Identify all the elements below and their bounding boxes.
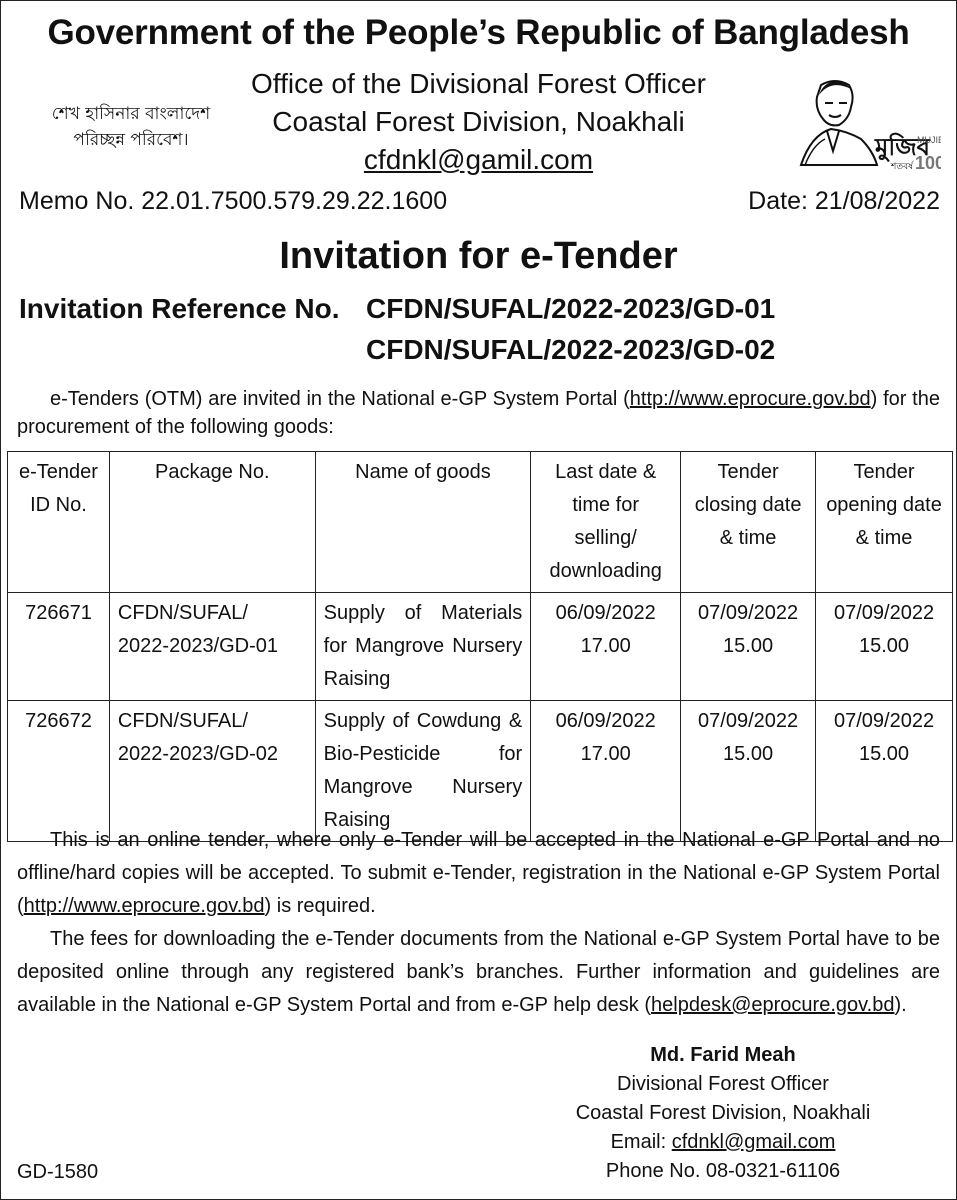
signatory-name: Md. Farid Meah [650,1044,796,1066]
goods-name: Supply of Materials for Mangrove Nursery Raising [315,593,531,701]
online-tender-paragraph: This is an online tender, where only e-Tender will be accepted in the National e-GP Portal and no offline/hard copies will be accepted. To submit e-Tender, registration in the National e-GP System Portal (http://www.eprocure.gov.bd) is required. [17,829,940,917]
division-name: Coastal Forest Division, Noakhali [272,106,685,137]
portrait-icon [791,73,941,173]
table-header-row [8,452,953,593]
signatory-designation: Divisional Forest Officer [617,1073,829,1095]
table-row [8,701,953,842]
goods-name: Supply of Cowdung & Bio-Pesticide for Mangrove Nursery Raising [315,701,531,842]
helpdesk-email-link[interactable]: helpdesk@eprocure.gov.bd [651,994,895,1016]
office-name: Office of the Divisional Forest Officer [251,68,706,99]
gd-code: GD-1580 [17,1161,99,1183]
reference-label: Invitation Reference No. [19,293,340,324]
eprocure-link[interactable]: http://www.eprocure.gov.bd [23,895,265,917]
opening-date: 07/09/2022 15.00 [816,701,953,842]
header-closing-date: Tender closing date & time [681,452,816,593]
signatory-office: Coastal Forest Division, Noakhali [575,1102,871,1124]
mujib-100-logo [791,73,941,173]
header-opening-date: Tender opening date & time [816,452,953,593]
table-row [8,593,953,701]
header-goods-name: Name of goods [315,452,531,593]
selling-date: 06/09/2022 17.00 [531,593,681,701]
slogan-line-1: শেখ হাসিনার বাংলাদেশ [51,104,211,124]
header-selling-date: Last date & time for selling/ downloading [531,452,681,593]
office-email: cfdnkl@gamil.com [363,144,594,175]
intro-paragraph: e-Tenders (OTM) are invited in the National e-GP System Portal (http://www.eprocure.gov.bd) for the procurement of the following goods: [17,388,940,438]
selling-date: 06/09/2022 17.00 [531,701,681,842]
logo-number: 100 [915,153,941,173]
signature-block [558,1041,888,1186]
signatory-email-link[interactable]: cfdnkl@gmail.com [671,1131,836,1153]
header-tender-id: e-Tender ID No. [8,452,110,593]
tender-table [7,451,953,842]
reference-number-1: CFDN/SUFAL/2022-2023/GD-01 [366,293,776,324]
government-title: Government of the People’s Republic of Bangladesh [47,13,910,52]
memo-number: Memo No. 22.01.7500.579.29.22.1600 [19,187,448,215]
eprocure-link[interactable]: http://www.eprocure.gov.bd [629,388,871,410]
signatory-phone: Phone No. 08-0321-61106 [605,1160,841,1182]
notice-title: Invitation for e-Tender [279,235,678,277]
logo-en-text: MUJIB [917,135,941,145]
fees-paragraph: The fees for downloading the e-Tender documents from the National e-GP System Portal have to be deposited online through any registered bank’s branches. Further information and guidelines are available in the National e-GP System Portal and from e-GP help desk (helpdesk@eprocure.gov.bd). [17,928,940,1016]
tender-id: 726671 [8,593,110,701]
closing-date: 07/09/2022 15.00 [681,701,816,842]
opening-date: 07/09/2022 15.00 [816,593,953,701]
slogan [31,101,231,153]
logo-sub-text: শতবর্ষ [891,162,914,172]
logo-bangla-text: মুজিব [875,133,931,161]
slogan-line-2: পরিচ্ছন্ন পরিবেশ। [73,130,189,150]
memo-date: Date: 21/08/2022 [748,187,940,215]
tender-id: 726672 [8,701,110,842]
reference-number-2: CFDN/SUFAL/2022-2023/GD-02 [366,334,776,365]
closing-date: 07/09/2022 15.00 [681,593,816,701]
header-package-no: Package No. [109,452,315,593]
package-no: CFDN/SUFAL/ 2022-2023/GD-01 [109,593,315,701]
package-no: CFDN/SUFAL/ 2022-2023/GD-02 [109,701,315,842]
signatory-email: Email: cfdnkl@gmail.com [610,1131,836,1153]
